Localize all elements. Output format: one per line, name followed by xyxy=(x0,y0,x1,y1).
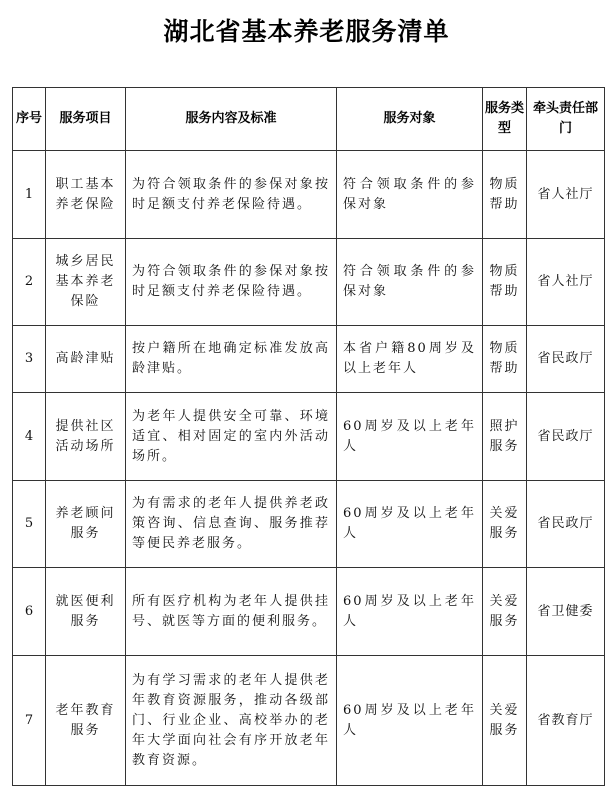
row-type: 物质帮助 xyxy=(483,151,527,239)
header-target: 服务对象 xyxy=(337,88,483,151)
header-type: 服务类型 xyxy=(483,88,527,151)
header-content: 服务内容及标准 xyxy=(126,88,337,151)
table-row xyxy=(13,656,605,786)
header-dept: 牵头责任部门 xyxy=(527,88,605,151)
row-content: 为有学习需求的老年人提供老年教育资源服务，推动各级部门、行业企业、高校举办的老年大学面向社会有序开放老年教育资源。 xyxy=(126,656,337,786)
table-row xyxy=(13,568,605,656)
row-type: 关爱服务 xyxy=(483,568,527,656)
row-num: 4 xyxy=(13,393,46,481)
row-num: 6 xyxy=(13,568,46,656)
row-target: 60周岁及以上老年人 xyxy=(337,568,483,656)
row-content: 为符合领取条件的参保对象按时足额支付养老保险待遇。 xyxy=(126,239,337,326)
table-row xyxy=(13,239,605,326)
row-item: 提供社区活动场所 xyxy=(46,393,126,481)
row-content: 为符合领取条件的参保对象按时足额支付养老保险待遇。 xyxy=(126,151,337,239)
row-item: 就医便利服务 xyxy=(46,568,126,656)
table-row xyxy=(13,326,605,393)
row-dept: 省教育厅 xyxy=(527,656,605,786)
row-item: 城乡居民基本养老保险 xyxy=(46,239,126,326)
row-item: 高龄津贴 xyxy=(46,326,126,393)
row-target: 60周岁及以上老年人 xyxy=(337,656,483,786)
row-item: 职工基本养老保险 xyxy=(46,151,126,239)
row-type: 关爱服务 xyxy=(483,481,527,568)
table-header-row xyxy=(13,88,605,151)
row-target: 60周岁及以上老年人 xyxy=(337,481,483,568)
row-num: 5 xyxy=(13,481,46,568)
row-dept: 省人社厅 xyxy=(527,239,605,326)
row-item: 养老顾问服务 xyxy=(46,481,126,568)
service-list-table xyxy=(12,87,605,786)
row-dept: 省人社厅 xyxy=(527,151,605,239)
row-num: 3 xyxy=(13,326,46,393)
row-num: 1 xyxy=(13,151,46,239)
row-type: 照护服务 xyxy=(483,393,527,481)
table-row xyxy=(13,481,605,568)
page-title: 湖北省基本养老服务清单 xyxy=(163,17,450,46)
row-content: 为老年人提供安全可靠、环境适宜、相对固定的室内外活动场所。 xyxy=(126,393,337,481)
row-dept: 省民政厅 xyxy=(527,326,605,393)
row-num: 2 xyxy=(13,239,46,326)
row-dept: 省卫健委 xyxy=(527,568,605,656)
row-type: 物质帮助 xyxy=(483,239,527,326)
row-dept: 省民政厅 xyxy=(527,481,605,568)
row-content: 所有医疗机构为老年人提供挂号、就医等方面的便利服务。 xyxy=(126,568,337,656)
row-num: 7 xyxy=(13,656,46,786)
row-target: 60周岁及以上老年人 xyxy=(337,393,483,481)
row-target: 符合领取条件的参保对象 xyxy=(337,151,483,239)
row-target: 本省户籍80周岁及以上老年人 xyxy=(337,326,483,393)
row-type: 关爱服务 xyxy=(483,656,527,786)
table-row xyxy=(13,393,605,481)
row-content: 按户籍所在地确定标准发放高龄津贴。 xyxy=(126,326,337,393)
table-row xyxy=(13,151,605,239)
row-target: 符合领取条件的参保对象 xyxy=(337,239,483,326)
row-content: 为有需求的老年人提供养老政策咨询、信息查询、服务推荐等便民养老服务。 xyxy=(126,481,337,568)
row-item: 老年教育服务 xyxy=(46,656,126,786)
header-num: 序号 xyxy=(13,88,46,151)
header-item: 服务项目 xyxy=(46,88,126,151)
row-type: 物质帮助 xyxy=(483,326,527,393)
row-dept: 省民政厅 xyxy=(527,393,605,481)
